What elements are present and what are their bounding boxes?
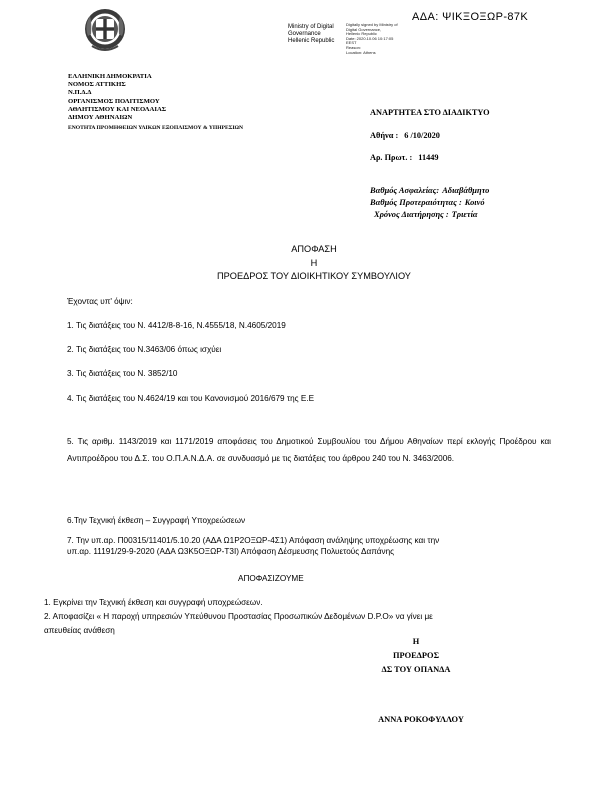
digital-signature-issuer [288,24,343,45]
publication-notice: ΑΝΑΡΤΗΤΕΑ ΣΤΟ ΔΙΑΔΙΚΤΥΟ [370,108,490,117]
consideration-item-6: 6.Την Τεχνική έκθεση – Συγγραφή Υποχρεώσεων [67,516,246,525]
decision-point-1: 1. Εγκρίνει την Τεχνική έκθεση και συγγραφή υποχρεώσεων. [44,598,263,607]
issuer-line: Hellenic Republic [288,38,335,44]
organization-block [68,73,318,132]
signature-detail-line: Location: Athens [346,49,376,55]
signature-detail-line: EEST [346,40,357,46]
signature-detail-line: Digitally signed by Ministry of [346,22,398,27]
date-label: Αθήνα : [370,131,399,140]
issuer-line: Governance [288,31,321,37]
protocol-row [370,153,560,162]
document-subtitle: ΠΡΟΕΔΡΟΣ ΤΟΥ ΔΙΟΙΚΗΤΙΚΟΥ ΣΥΜΒΟΥΛΙΟΥ [217,271,411,281]
signature-detail-line: Reason: [346,44,361,50]
issuer-line: Ministry of Digital [288,24,334,30]
classification-block [370,185,570,221]
ada-code: ΑΔΑ: ΨΙΚΞΟΞΩΡ-87Κ [412,11,529,23]
decision-point-2-cont: απευθείας ανάθεση [44,626,115,635]
consideration-item: 4. Τις διατάξεις του Ν.4624/19 και του Κανονισμού 2016/679 της Ε.Ε [67,394,315,403]
consideration-item-5: 5. Τις αριθμ. 1143/2019 και 1171/2019 αποφάσεις του Δημοτικού Συμβουλίου του Δήμου Αθηναίων περί εκλογής Προέδρου και Αντιπροέδρου του Δ.Σ. του Ο.Π.Α.Ν.Δ.Α. σε συνδυασμό με τις διατάξεις του άρθρου 240 του Ν. 3463/2006. [67,437,551,463]
publication-block [370,108,560,162]
retention-row [374,209,570,221]
consideration-item: 2. Τις διατάξεις του Ν.3463/06 όπως ισχύει [67,345,222,354]
retention-label: Χρόνος Διατήρησης : [374,210,449,219]
security-label: Βαθμός Ασφαλείας: [370,186,440,195]
hellenic-republic-emblem [82,6,128,56]
decision-heading: ΑΠΟΦΑΣΙΖΟΥΜΕ [238,574,304,583]
org-line: ΟΡΓΑΝΙΣΜΟΣ ΠΟΛΙΤΙΣΜΟΥ [68,97,160,105]
org-division: ΕΝΟΤΗΤΑ ΠΡΟΜΗΘΕΙΩΝ ΥΛΙΚΩΝ ΕΞΟΠΛΙΣΜΟΥ & ΥΠΗΡΕΣΙΩΝ [68,125,244,132]
priority-row [370,197,570,209]
digital-signature-details [346,23,410,55]
document-title: ΑΠΟΦΑΣΗ [291,244,337,254]
org-line: ΝΟΜΟΣ ΑΤΤΙΚΗΣ [68,81,126,89]
date-row [370,131,560,140]
signatory-body: ΔΣ ΤΟΥ ΟΠΑΝΔΑ [381,665,451,674]
protocol-value: 11449 [418,153,439,162]
consideration-item: 1. Τις διατάξεις του Ν. 4412/8-8-16, Ν.4555/18, Ν.4605/2019 [67,321,286,330]
security-row [370,185,570,197]
signature-detail-line: Digital Governance, [346,26,382,32]
signature-detail-line: Hellenic Republic [346,31,377,37]
priority-label: Βαθμός Προτεραιότητας : [370,198,462,207]
consideration-item: 3. Τις διατάξεις του Ν. 3852/10 [67,369,178,378]
date-value: 6 /10/2020 [404,131,440,140]
document-title-article: Η [310,258,318,268]
protocol-label: Αρ. Πρωτ. : [370,153,413,162]
signatory-name: ΑΝΝΑ ΡΟΚΟΦΥΛΛΟΥ [378,715,464,724]
retention-value: Τριετία [451,210,478,219]
signatory-article: Η [412,637,420,646]
org-line: Ν.Π.Δ.Δ [68,89,92,97]
signature-detail-line: Date: 2020.10.06 10:17:05 [346,35,394,41]
priority-value: Κοινό [464,198,485,207]
org-line: ΑΘΛΗΤΙΣΜΟΥ ΚΑΙ ΝΕΟΛΑΙΑΣ [68,105,167,113]
considerations-intro: Έχοντας υπ' όψιν: [67,297,133,306]
signatory-role: ΠΡΟΕΔΡΟΣ [392,651,440,660]
consideration-item-7-cont: υπ.αρ. 11191/29-9-2020 (ΑΔΑ Ω3Κ5ΟΞΩΡ-Τ3Ι) Απόφαση Δέσμευσης Πολυετούς Δαπάνης [67,547,395,556]
org-line: ΔΗΜΟΥ ΑΘΗΝΑΙΩΝ [68,114,133,122]
decision-point-2: 2. Αποφασίζει « Η παροχή υπηρεσιών Υπεύθυνου Προστασίας Προσωπικών Δεδομένων D.P.O» να γίνει με [44,612,433,621]
org-line: ΕΛΛΗΝΙΚΗ ΔΗΜΟΚΡΑΤΙΑ [68,73,152,80]
security-value: Αδιαβάθμητο [442,186,490,195]
consideration-item-7: 7. Την υπ.αρ. Π00315/11401/5.10.20 (ΑΔΑ Ω1Ρ2ΟΞΩΡ-4Σ1) Απόφαση ανάληψης υποχρέωσης και την [67,536,440,545]
